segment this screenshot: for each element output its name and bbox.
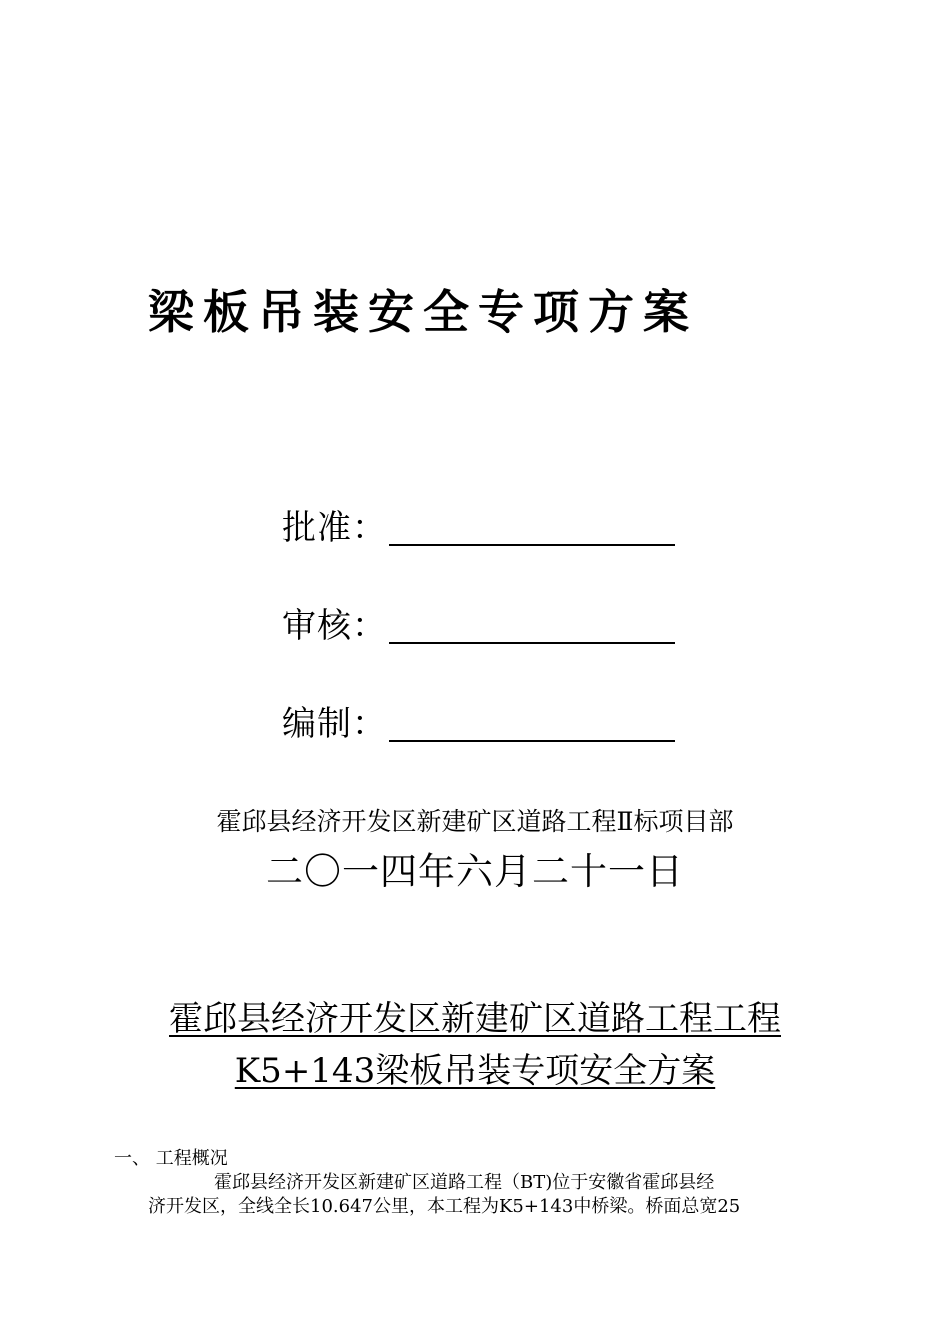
document-title-line1 [0, 996, 950, 1042]
document-date: 二〇一四年六月二十一日 [266, 850, 684, 893]
approve-label: 批准： [282, 508, 387, 548]
paragraph-line-2: 济开发区，全线全长10.647公里，本工程为K5+143中桥梁。桥面总宽25 [148, 1196, 741, 1217]
document-title-line1-text: 霍邱县经济开发区新建矿区道路工程工程 [169, 999, 781, 1039]
approve-signature-line [389, 544, 675, 546]
prepare-signature-line [389, 740, 675, 742]
prepare-label: 编制： [282, 704, 387, 744]
prepare-signature-row [282, 696, 675, 746]
document-title-line2 [0, 1048, 950, 1094]
approve-signature-row [282, 500, 675, 550]
review-signature-line [389, 642, 675, 644]
section-heading: 一、 工程概况 [114, 1148, 228, 1169]
document-title-line2-text: K5+143梁板吊装专项安全方案 [234, 1051, 716, 1091]
review-label: 审核： [282, 606, 387, 646]
review-signature-row [282, 598, 675, 648]
organization-name: 霍邱县经济开发区新建矿区道路工程Ⅱ标项目部 [216, 807, 734, 836]
paragraph-line-1: 霍邱县经济开发区新建矿区道路工程（BT)位于安徽省霍邱县经 [214, 1172, 715, 1193]
cover-title: 梁板吊装安全专项方案 [148, 285, 698, 339]
